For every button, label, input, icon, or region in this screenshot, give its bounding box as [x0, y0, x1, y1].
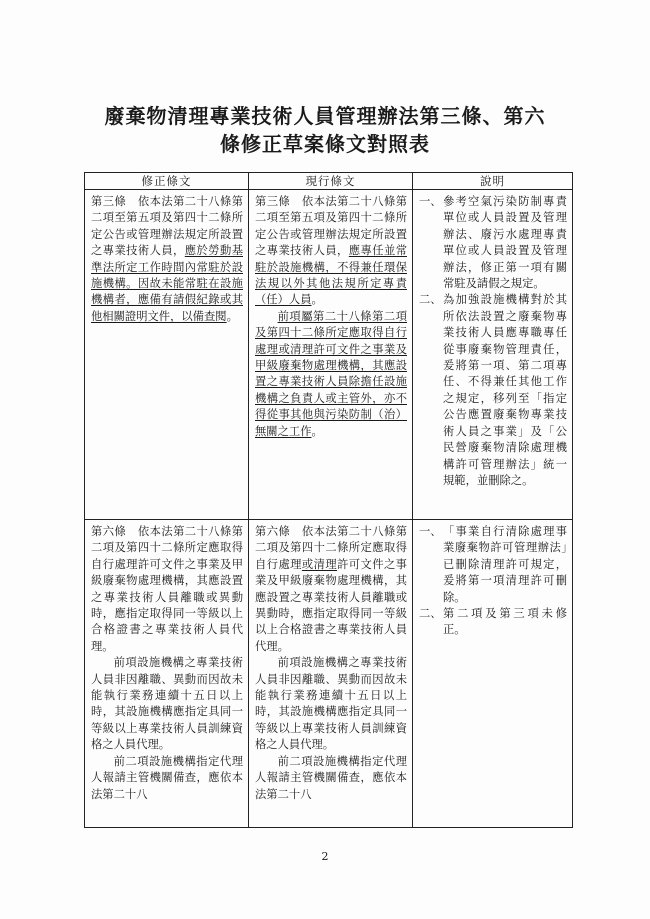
amended-text-segment: 應於勞動基準法所定工作時間內常駐於設施機構。因故未能常駐在設施機構者，應備有請假紀錄或其他相關證明文件，以備查閱: [91, 244, 243, 323]
notes-cell: [413, 190, 573, 520]
note-text: 「事業自行清除處理事業廢棄物許可管理辦法」已刪除清理許可規定，爰將第一項清理許可刪除。: [443, 525, 567, 604]
text-segment: 。: [311, 424, 323, 438]
text-segment: 許可文件之事業及甲級廢棄物處理機構，其應設置之專業技術人員離職或異動時，應指定取得同一等級以上合格證書之專業技術人員代理。: [255, 557, 407, 653]
article-paragraph: [255, 524, 407, 655]
article-paragraph: [91, 194, 243, 325]
article-paragraph: [255, 754, 407, 803]
notes-cell: [413, 520, 573, 828]
amended-text-segment: 或清理: [301, 557, 338, 571]
text-segment: 。: [311, 293, 323, 307]
note-number: 二、: [419, 607, 442, 621]
article-paragraph: [91, 524, 243, 655]
notes-list: [419, 194, 567, 489]
text-segment: 第六條 依本法第二十八條第二項及第四十二條所定應取得自行處理: [255, 525, 407, 571]
current-cell: [249, 190, 413, 520]
comparison-table: [84, 172, 573, 828]
table-row: [85, 520, 573, 828]
article-paragraph: [255, 655, 407, 753]
list-item: [419, 292, 567, 489]
note-number: 一、: [419, 195, 442, 208]
list-item: [419, 606, 567, 639]
amended-cell: [85, 520, 249, 828]
page-number: 2: [321, 850, 329, 863]
table-row: [85, 190, 573, 520]
amended-cell: [85, 190, 249, 520]
header-amended: 修正條文: [85, 173, 249, 190]
note-number: 一、: [419, 525, 442, 538]
title-line-1: 廢棄物清理專業技術人員管理辦法第三條、第六: [104, 104, 546, 128]
current-cell: [249, 520, 413, 828]
document-title: [80, 102, 570, 158]
article-paragraph: [91, 754, 243, 803]
text-segment: 。: [226, 309, 238, 323]
notes-list: [419, 524, 567, 639]
text-segment: 第三條 依本法第二十八條第二項至第五項及第四十二條所定公告或管理辦法規定所設置之專業技術人員，: [91, 195, 243, 258]
text-segment: 前項設施機構之專業技術人員非因離職、異動而因故未能執行業務連續十五日以上時，其設施機構應指定具同一等級以上專業技術人員訓練資格之人員代理。: [255, 656, 407, 752]
amended-text-segment: 應專任並常駐於設施機構，不得兼任環保法規以外其他法規所定專責（任）人員: [255, 244, 407, 307]
note-number: 二、: [419, 293, 442, 307]
text-segment: 第三條 依本法第二十八條第二項至第五項及第四十二條所定公告或管理辦法規定所設置之專業技術人員，: [255, 195, 407, 258]
note-text: 第二項及第三項未修正。: [443, 607, 567, 637]
note-text: 參考空氣污染防制專責單位或人員設置及管理辦法、廢污水處理專責單位或人員設置及管理辦法，修正第一項有關常駐及請假之規定。: [443, 195, 567, 291]
table-header-row: [85, 173, 573, 190]
text-segment: 前項設施機構之專業技術人員非因離職、異動而因故未能執行業務連續十五日以上時，其設施機構應指定具同一等級以上專業技術人員訓練資格之人員代理。: [91, 656, 243, 752]
article-paragraph: [91, 655, 243, 753]
title-line-2: 條修正草案條文對照表: [220, 132, 430, 156]
text-segment: 第六條 依本法第二十八條第二項及第四十二條所定應取得自行處理許可文件之事業及甲級廢棄物處理機構，其應設置之專業技術人員離職或異動時，應指定取得同一等級以上合格證書之專業技術人員代理。: [91, 525, 243, 653]
list-item: [419, 524, 567, 606]
text-segment: 前二項設施機構指定代理人報請主管機關備查，應依本法第二十八: [91, 754, 243, 801]
header-current: 現行條文: [249, 173, 413, 190]
header-notes: 說明: [413, 173, 573, 190]
article-paragraph: [255, 194, 407, 309]
note-text: 為加強設施機構對於其所依法設置之廢棄物專業技術人員應專職專任從事廢棄物管理責任，爰將第一項、第二項專任、不得兼任其他工作之規定，移列至「指定公告應置廢棄物專業技術人員之事業」及「公民營廢棄物清除處理機構許可管理辦法」統一規範，並刪除之。: [443, 293, 567, 487]
article-paragraph: [255, 309, 407, 440]
list-item: [419, 194, 567, 292]
amended-text-segment: 前項屬第二十八條第二項及第四十二條所定應取得自行處理或清理許可文件之事業及甲級廢棄物處理機構，其應設置之專業技術人員除擔任設施機構之負責人或主管外，亦不得從事其他與污染防制（治）無關之工作: [255, 309, 407, 438]
text-segment: 前二項設施機構指定代理人報請主管機關備查，應依本法第二十八: [255, 754, 407, 801]
